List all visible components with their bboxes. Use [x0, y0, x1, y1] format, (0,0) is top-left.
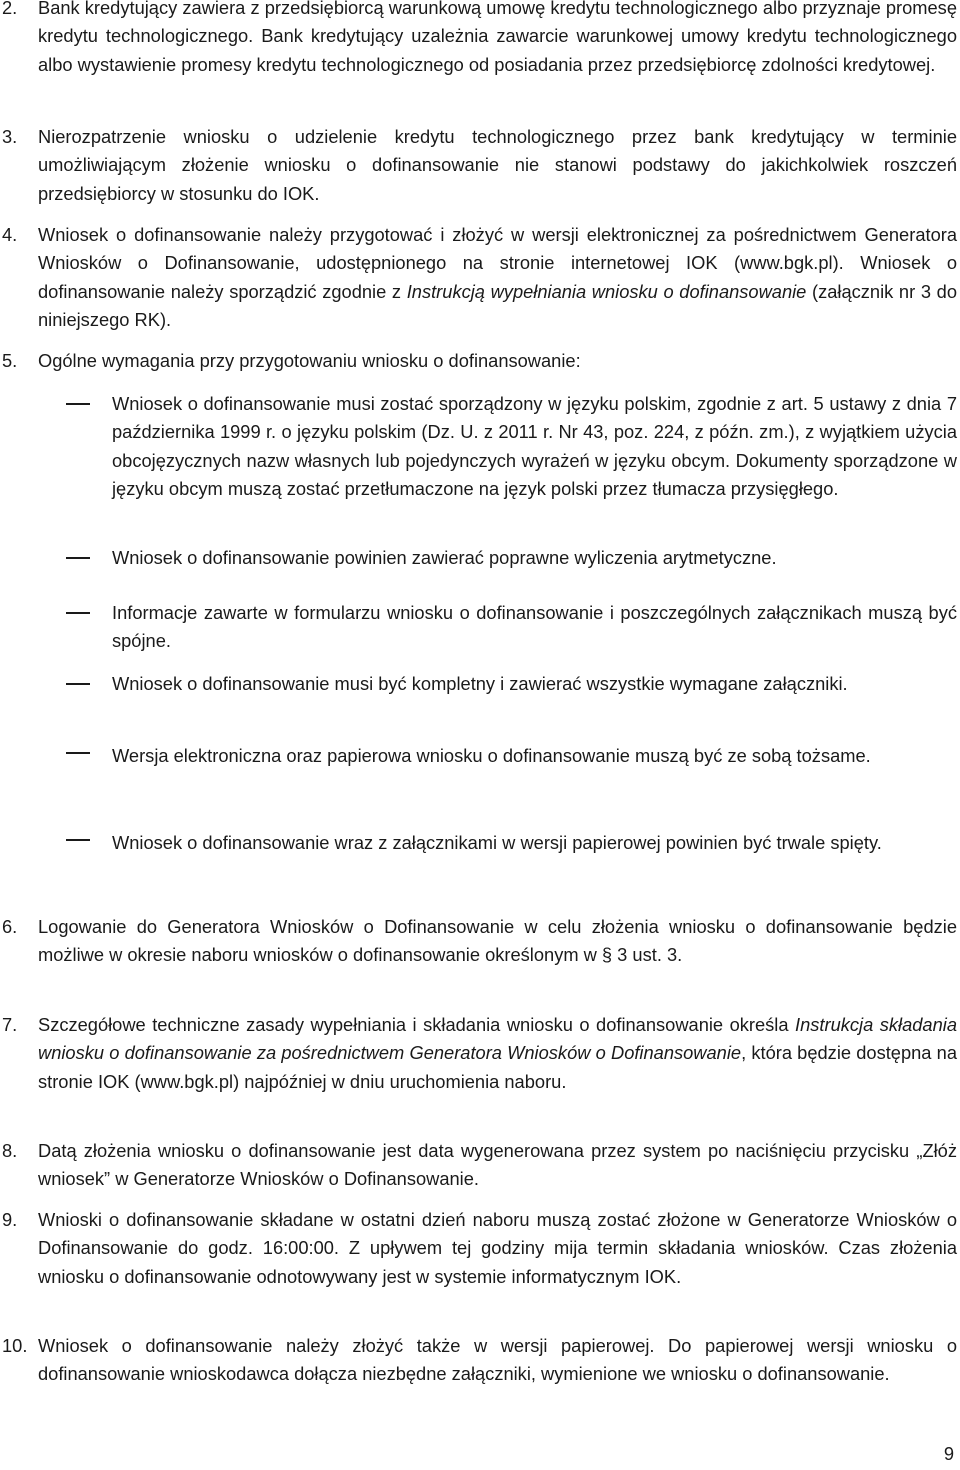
paragraph-text: Logowanie do Generatora Wniosków o Dofinansowanie w celu złożenia wniosku o dofinansowanie będzie możliwe w okresie naboru wniosków o dofinansowanie określonym w § 3 ust. 3. [38, 916, 957, 966]
paragraph-10 [0, 1332, 957, 1389]
paragraph-text: Nierozpatrzenie wniosku o udzielenie kredytu technologicznego przez bank kredytujący w terminie umożliwiającym złożenie wniosku o dofinansowanie nie stanowi podstawy do jakichkolwiek roszczeń przedsiębiorcy w stosunku do IOK. [38, 126, 957, 204]
dash-marker [66, 752, 90, 754]
bullet-text: Wniosek o dofinansowanie musi być kompletny i zawierać wszystkie wymagane załączniki. [112, 673, 848, 694]
dash-marker [66, 557, 90, 559]
paragraph-number: 2. [2, 0, 18, 18]
paragraph-text: Bank kredytujący zawiera z przedsiębiorcą warunkową umowę kredytu technologicznego albo przyznaje promesę kredytu technologicznego. Bank kredytujący uzależnia zawarcie warunkowej umowy kredytu technologicznego albo wystawienie promesy kredytu technologicznego od posiadania przez przedsiębiorcę zdolności kredytowej. [38, 0, 957, 75]
paragraph-text: Ogólne wymagania przy przygotowaniu wniosku o dofinansowanie: [38, 350, 581, 371]
paragraph-number: 10. [2, 1335, 28, 1356]
paragraph-3 [0, 123, 957, 208]
bullet-text: Wniosek o dofinansowanie musi zostać sporządzony w języku polskim, zgodnie z art. 5 ustawy z dnia 7 października 1999 r. o języku polskim (Dz. U. z 2011 r. Nr 43, poz. 224, z późn. zm.), z wyjątkiem użycia obcojęzycznych nazw własnych lub pojedynczych wyrażeń w języku obcym. Dokumenty sporządzone w języku obcym muszą zostać przetłumaczone na język polski przez tłumacza przysięgłego. [112, 393, 957, 499]
paragraph-number: 3. [2, 126, 18, 147]
paragraph-number: 5. [2, 350, 18, 371]
paragraph-6 [0, 913, 957, 970]
paragraph-5 [0, 347, 957, 375]
bullet-item [0, 739, 957, 773]
paragraph-7 [0, 1011, 957, 1096]
bullet-item [0, 599, 957, 656]
bullet-text: Wniosek o dofinansowanie wraz z załącznikami w wersji papierowej powinien być trwale spięty. [112, 832, 882, 853]
paragraph-text: Wnioski o dofinansowanie składane w ostatni dzień naboru muszą zostać złożone w Generatorze Wniosków o Dofinansowanie do godz. 16:00:00. Z upływem tej godziny mija termin składania wniosków. Czas złożenia wniosku o dofinansowanie odnotowywany jest w systemie informatycznym IOK. [38, 1209, 957, 1287]
paragraph-9 [0, 1206, 957, 1291]
dash-marker [66, 403, 90, 405]
dash-marker [66, 839, 90, 841]
paragraph-4 [0, 221, 957, 334]
paragraph-number: 6. [2, 916, 18, 937]
paragraph-number: 9. [2, 1209, 18, 1230]
bullet-item [0, 670, 957, 698]
paragraph-text: Datą złożenia wniosku o dofinansowanie jest data wygenerowana przez system po naciśnięciu przycisku „Złóż wniosek” w Generatorze Wniosków o Dofinansowanie. [38, 1140, 957, 1190]
dash-marker [66, 683, 90, 685]
bullet-item [0, 390, 957, 503]
paragraph-text: Wniosek o dofinansowanie należy przygotować i złożyć w wersji elektronicznej za pośrednictwem Generatora Wniosków o Dofinansowanie, udostępnionego na stronie internetowej IOK (www.bgk.pl). Wniosek o dofinansowanie należy sporządzić zgodnie z Instrukcją wypełniania wniosku o dofinansowanie (załącznik nr 3 do niniejszego RK). [38, 224, 957, 330]
italic-title: Instrukcją wypełniania wniosku o dofinansowanie [406, 280, 807, 302]
bullet-item [0, 826, 957, 860]
dash-marker [66, 612, 90, 614]
page-number: 9 [943, 1443, 954, 1464]
bullet-text: Wniosek o dofinansowanie powinien zawierać poprawne wyliczenia arytmetyczne. [112, 547, 777, 568]
bullet-item [0, 544, 957, 572]
bullet-text: Informacje zawarte w formularzu wniosku o dofinansowanie i poszczególnych załącznikach muszą być spójne. [112, 602, 957, 652]
paragraph-text: Wniosek o dofinansowanie należy złożyć także w wersji papierowej. Do papierowej wersji wniosku o dofinansowanie wnioskodawca dołącza niezbędne załączniki, wymienione we wniosku o dofinansowanie. [38, 1335, 957, 1385]
paragraph-number: 8. [2, 1140, 18, 1161]
paragraph-text: Szczegółowe techniczne zasady wypełniania i składania wniosku o dofinansowanie określa Instrukcja składania wniosku o dofinansowanie za pośrednictwem Generatora Wniosków o Dofinansowanie, która będzie dostępna na stronie IOK (www.bgk.pl) najpóźniej w dniu uruchomienia naboru. [38, 1014, 957, 1092]
paragraph-8 [0, 1137, 957, 1194]
bullet-text: Wersja elektroniczna oraz papierowa wniosku o dofinansowanie muszą być ze sobą tożsame. [112, 745, 871, 766]
paragraph-number: 4. [2, 224, 18, 245]
paragraph-number: 7. [2, 1014, 18, 1035]
paragraph-2 [0, 0, 957, 79]
italic-title: Instrukcja składania wniosku o dofinansowanie za pośrednictwem Generatora Wniosków o Dofinansowanie [38, 1014, 957, 1064]
